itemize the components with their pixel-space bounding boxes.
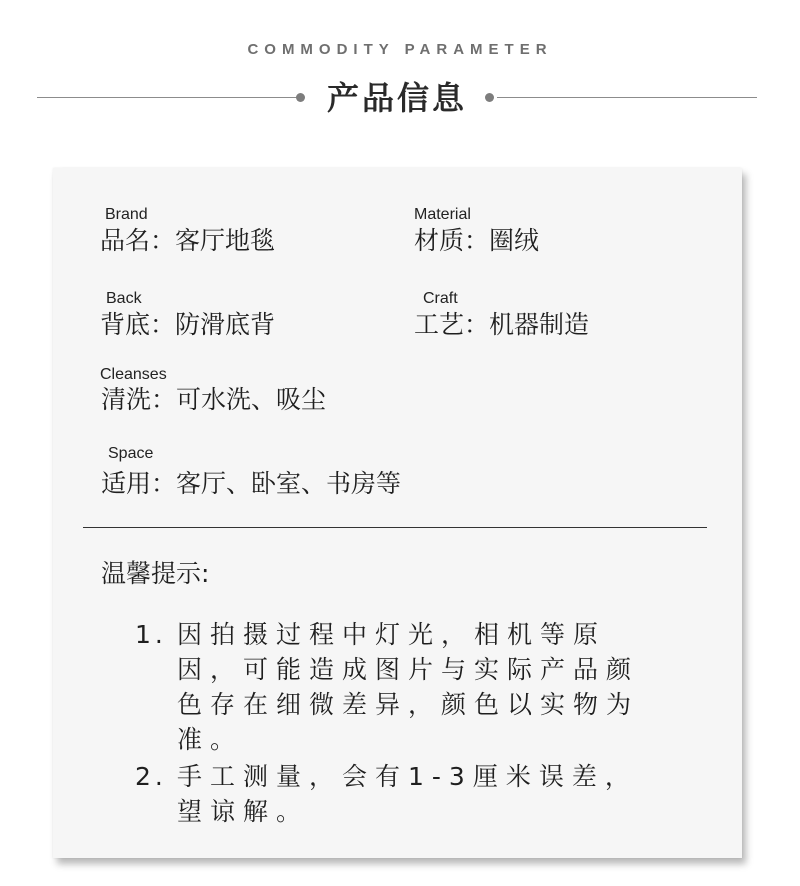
param-value: 适用：客厅、卧室、书房等	[101, 469, 402, 498]
parameter-card	[53, 168, 742, 858]
param-value: 工艺：机器制造	[414, 310, 590, 339]
tip-text: 手工测量，会有1-3厘米误差，望谅解。	[177, 762, 638, 826]
section-divider	[83, 527, 707, 528]
heading-dot-right	[485, 93, 494, 102]
heading-dot-left	[296, 93, 305, 102]
tips-title: 温馨提示:	[101, 559, 210, 588]
param-label-en: Craft	[423, 290, 458, 307]
param-value: 材质：圈绒	[414, 226, 540, 255]
param-label-en: Material	[414, 206, 471, 223]
param-label-en: Back	[106, 290, 142, 307]
tip-number: 2.	[135, 762, 167, 791]
tip-number: 1.	[135, 620, 167, 649]
param-label-en: Cleanses	[100, 366, 167, 383]
param-value: 品名：客厅地毯	[100, 226, 276, 255]
section-heading	[0, 76, 800, 120]
param-value: 背底：防滑底背	[100, 310, 276, 339]
section-subtitle: COMMODITY PARAMETER	[247, 41, 553, 58]
param-value: 清洗：可水洗、吸尘	[101, 385, 327, 414]
param-label-en: Space	[108, 445, 154, 462]
heading-rule-left	[37, 97, 299, 98]
section-title: 产品信息	[326, 79, 467, 117]
param-label-en: Brand	[105, 206, 148, 223]
tip-text: 因拍摄过程中灯光，相机等原因，可能造成图片与实际产品颜色存在细微差异，颜色以实物为准。	[177, 620, 640, 754]
heading-rule-right	[497, 97, 757, 98]
